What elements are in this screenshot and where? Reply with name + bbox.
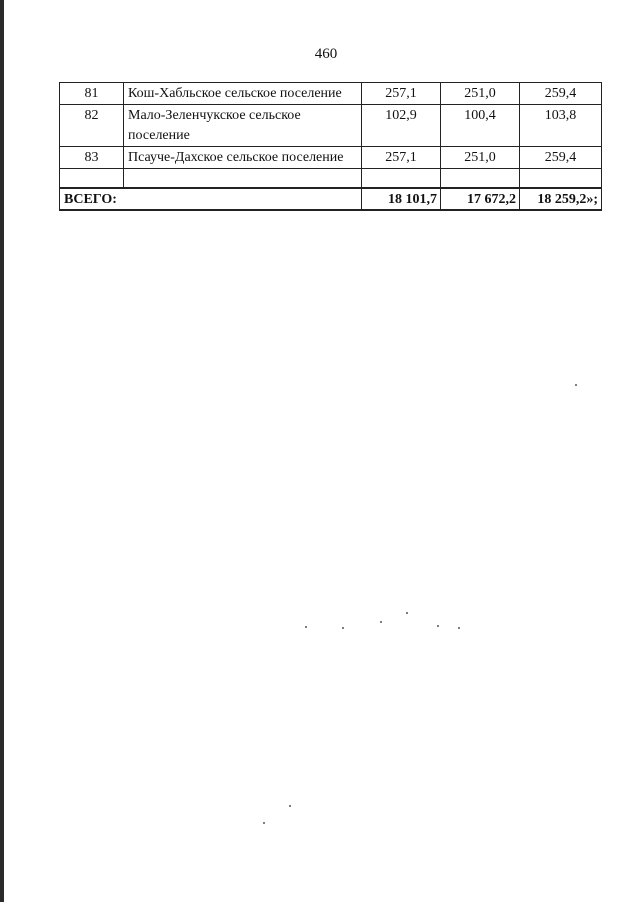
- scan-speck: [575, 384, 577, 386]
- empty-cell: [362, 169, 441, 189]
- total-label: ВСЕГО:: [60, 188, 362, 210]
- scan-speck: [406, 612, 408, 614]
- settlement-name: Мало-Зеленчукское сельское поселение: [124, 105, 362, 147]
- empty-cell: [124, 169, 362, 189]
- scan-speck: [342, 627, 344, 629]
- value-col-1: 257,1: [362, 83, 441, 105]
- value-col-1: 257,1: [362, 147, 441, 169]
- page-number: 460: [314, 46, 338, 62]
- table-row: [60, 147, 602, 169]
- value-col-3: 259,4: [520, 147, 602, 169]
- value-col-1: 102,9: [362, 105, 441, 147]
- value-col-3: 259,4: [520, 83, 602, 105]
- total-value-2: 17 672,2: [441, 188, 520, 210]
- value-col-2: 100,4: [441, 105, 520, 147]
- total-row: [60, 188, 602, 210]
- settlement-name: Псауче-Дахское сельское поселение: [124, 147, 362, 169]
- row-number: 82: [60, 105, 124, 147]
- scan-speck: [263, 822, 265, 824]
- value-col-3: 103,8: [520, 105, 602, 147]
- total-value-3: 18 259,2»;: [520, 188, 602, 210]
- scan-speck: [458, 627, 460, 629]
- value-col-2: 251,0: [441, 147, 520, 169]
- scan-speck: [289, 805, 291, 807]
- scan-speck: [305, 626, 307, 628]
- empty-row: [60, 169, 602, 189]
- scan-speck: [380, 621, 382, 623]
- row-number: 83: [60, 147, 124, 169]
- empty-cell: [60, 169, 124, 189]
- table-row: [60, 83, 602, 105]
- settlement-name: Кош-Хабльское сельское поселение: [124, 83, 362, 105]
- scan-speck: [437, 625, 439, 627]
- empty-cell: [520, 169, 602, 189]
- table-row: [60, 105, 602, 147]
- budget-table: [59, 82, 602, 211]
- scan-edge: [0, 0, 4, 902]
- row-number: 81: [60, 83, 124, 105]
- empty-cell: [441, 169, 520, 189]
- value-col-2: 251,0: [441, 83, 520, 105]
- total-value-1: 18 101,7: [362, 188, 441, 210]
